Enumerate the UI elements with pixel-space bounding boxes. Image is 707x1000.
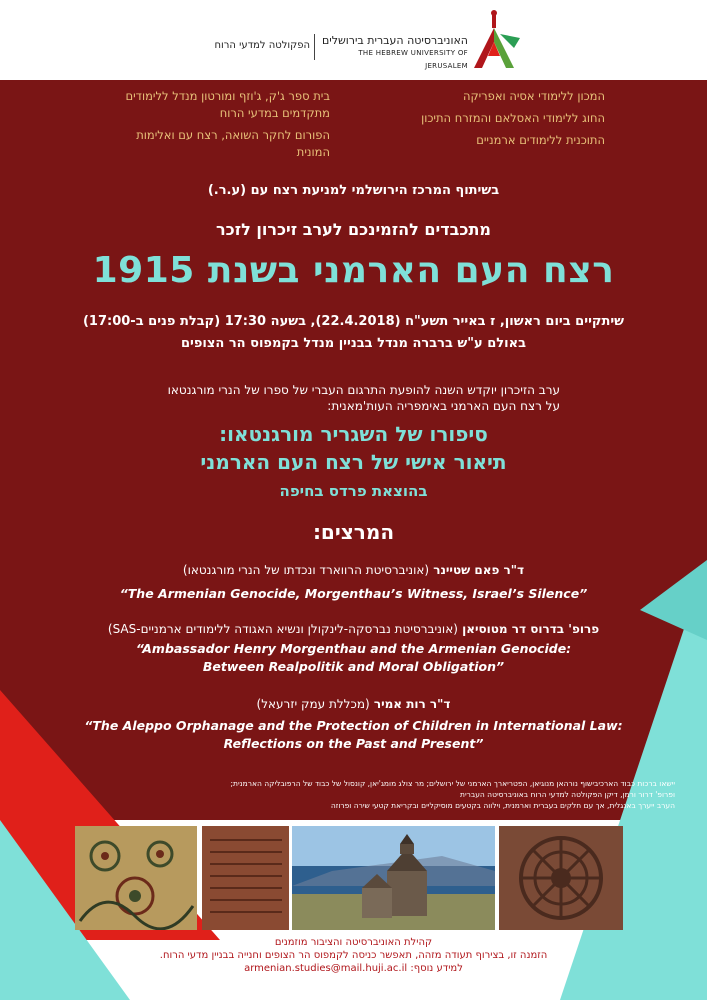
- talk-title-2: [60, 640, 647, 676]
- speaker-3: [60, 697, 647, 711]
- event-description: ערב הזיכרון יוקדש השנה להופעת התרגום העברי של ספרו של הנרי מורגנטאו על רצח העם הארמני באימפריה העות'מאנית:: [167, 383, 560, 413]
- talk-title-1: [60, 585, 647, 603]
- note-line: יישאו ברכות כבוד הארכיבישוף נורהאן מנוגיאן, הפטריארך הארמני של ירושלים; מר צולג מומג'יאן, קונסול של כבוד של הרפובליקה הארמנית;: [230, 779, 675, 788]
- khachkar-photo: [499, 826, 623, 930]
- cooperation-line: בשיתוף המרכז הירושלמי למניעת רצח עם (ע.ר.): [207, 183, 500, 198]
- organizing-units-right: [350, 88, 605, 154]
- photo-strip: [0, 826, 707, 930]
- footer-invite-line: קהילת האוניברסיטה והציבור מוזמנים: [274, 937, 433, 948]
- header-divider: [314, 34, 315, 60]
- speaker-name: פרופ' בדרוס דר מטוסיאן: [462, 622, 600, 636]
- university-logo-icon: [470, 8, 524, 70]
- unit-item: המכון ללימודי אסיה ואפריקה: [462, 89, 605, 103]
- talk-title-line: Reflections on the Past and Present”: [223, 736, 484, 751]
- speaker-affiliation: (אוניברסיטת הרווארד ונכדתו של הנרי מורגנטאו): [182, 563, 430, 577]
- unit-item: בית ספר ג'ק, ג'וזף ומורטון מנדל ללימודים מתקדמים במדעי הרוח: [125, 89, 330, 120]
- event-location: באולם ע"ש ברברה מנדל בבניין מנדל בקמפוס הר הצופים: [180, 336, 526, 351]
- greetings-notes: [130, 778, 675, 811]
- book-title-line-2: תיאור אישי של רצח העם הארמני: [200, 450, 507, 474]
- university-name-english: THE HEBREW UNIVERSITY OF JERUSALEM: [358, 49, 468, 70]
- footer-contact-line[interactable]: למידע נוסף: armenian.studies@mail.huji.ac.il: [244, 963, 463, 974]
- speaker-name: ד"ר פאם שטיינר: [433, 563, 525, 577]
- speaker-affiliation: (מכללת עמק יזרעאל): [256, 697, 370, 711]
- invitation-line: מתכבדים להזמינכם לערב זיכרון לזכר: [216, 220, 491, 239]
- talk-title-line: “The Armenian Genocide, Morgenthau’s Witness, Israel’s Silence”: [119, 586, 588, 601]
- note-line: הערב ייערך באנגלית, אך עם חלקים בעברית וארמנית, וילווה בקטעים מוסיקליים ובקריאת קטעי שירה ופרוזה: [330, 801, 675, 810]
- speaker-2: [60, 622, 647, 636]
- event-title: רצח העם הארמני בשנת 1915: [92, 250, 615, 291]
- unit-item: התוכנית ללימודים ארמניים: [476, 133, 605, 147]
- talk-title-line: Between Realpolitik and Moral Obligation”: [202, 659, 505, 674]
- speaker-affiliation: (אוניברסיטת נברסקה-לינקולן ונשיא האגודה ללימודים ארמניים-SAS): [107, 622, 458, 636]
- talk-title-line: “Ambassador Henry Morgenthau and the Armenian Genocide:: [135, 641, 572, 656]
- event-date: שיתקיים ביום ראשון, ז באייר תשע"ח (22.4.2018), בשעה 17:30 (קבלת פנים ב-17:00): [82, 314, 625, 329]
- note-line: ופרופ' דרור ורמן, דיקן הפקולטה למדעי הרוח באוניברסיטה העברית: [460, 790, 675, 799]
- faculty-name: הפקולטה למדעי הרוח: [214, 40, 310, 51]
- talk-title-line: “The Aleppo Orphanage and the Protection of Children in International Law:: [84, 718, 623, 733]
- book-publisher: בהוצאת פרדס בחיפה: [279, 482, 428, 500]
- speaker-name: ד"ר רות אמיר: [373, 697, 451, 711]
- university-name: [318, 34, 468, 73]
- footer: [0, 936, 707, 975]
- university-name-hebrew: האוניברסיטה העברית בירושלים: [321, 34, 468, 47]
- book-title-line-1: סיפורו של השגריר מורגנטאו:: [219, 422, 488, 446]
- footer-entry-line: הזמנה זו, בצירוף תעודה מזהה, תאפשר כניסה לקמפוס הר הצופים וחנייה בבניין מדעי הרוח.: [159, 950, 548, 961]
- unit-item: החוג ללימודי האסלאם והמזרח התיכון: [421, 111, 605, 125]
- speakers-heading: המרצים:: [312, 520, 395, 544]
- stone-inscription-photo: [202, 826, 289, 930]
- talk-title-3: [60, 717, 647, 753]
- speaker-1: [60, 563, 647, 577]
- organizing-units-left: [110, 88, 330, 166]
- header: [0, 0, 707, 80]
- monastery-photo: [292, 826, 495, 930]
- unit-item: הפורום לחקר השואה, רצח עם ואלימות המונית: [136, 128, 330, 159]
- mosaic-photo: [75, 826, 197, 930]
